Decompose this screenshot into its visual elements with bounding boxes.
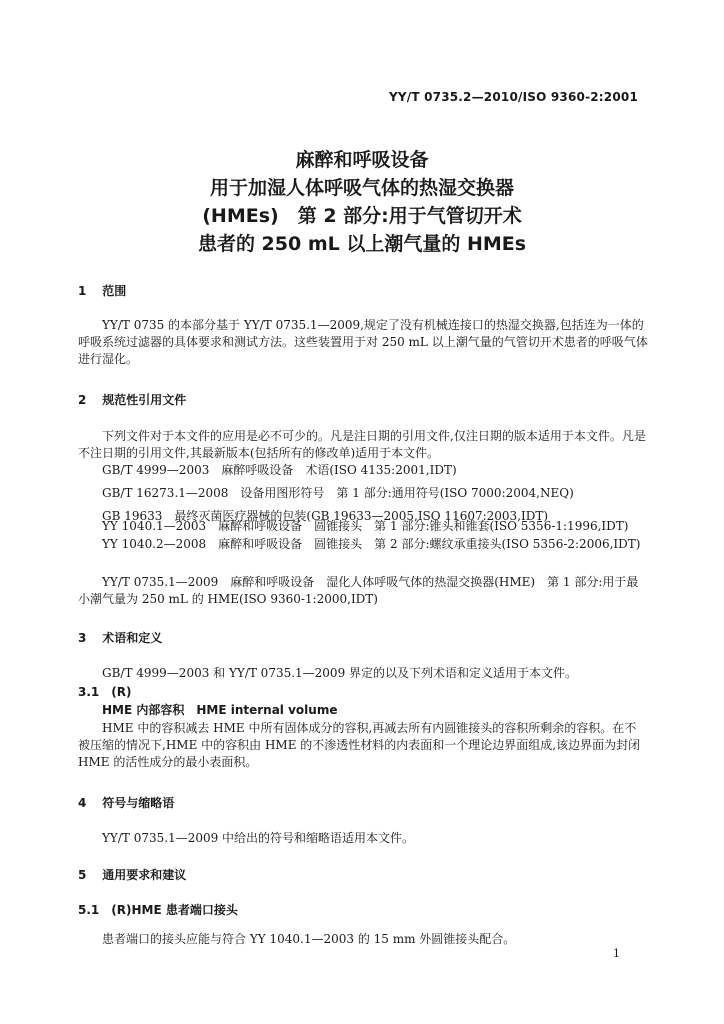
page-number: 1 <box>613 947 620 960</box>
section-3-heading <box>78 629 162 646</box>
term-definition: HME 中的容积减去 HME 中所有固体成分的容积,再减去所有内圆锥接头的容积所剩余的容积。在不被压缩的情况下,HME 中的容积由 HME 的不渗透性材料的内表面和一个理论边界面组成,该边界面为封闭 HME 的活性成分的最小表面积。 <box>78 721 641 769</box>
title-line-4: 患者的 250 mL 以上潮气量的 HMEs <box>197 233 527 255</box>
normative-reference: YY/T 0735.1—2009 麻醉和呼吸设备 湿化人体呼吸气体的热湿交换器(HME) 第 1 部分:用于最小潮气量为 250 mL 的 HME(ISO 9360-1:2000,IDT) <box>78 575 639 606</box>
section-title: 规范性引用文件 <box>102 393 187 407</box>
section-title: 符号与缩略语 <box>102 796 175 810</box>
section-number: 5 <box>78 868 87 882</box>
section-2-heading <box>78 391 186 408</box>
section-title: 通用要求和建议 <box>102 868 187 882</box>
term-heading: HME 内部容积 HME internal volume <box>102 703 338 717</box>
subsection-3-1-number: 3.1 (R) <box>78 685 132 699</box>
subsection-5-1-heading: 5.1 (R)HME 患者端口接头 <box>78 903 238 917</box>
section-3-intro: GB/T 4999—2003 和 YY/T 0735.1—2009 界定的以及下列术语和定义适用于本文件。 <box>102 666 578 680</box>
section-number: 4 <box>78 796 87 810</box>
title-line-3: (HMEs) 第 2 部分:用于气管切开术 <box>202 205 522 227</box>
section-number: 1 <box>78 284 87 298</box>
title-line-1: 麻醉和呼吸设备 <box>295 149 429 171</box>
normative-reference: GB/T 16273.1—2008 设备用图形符号 第 1 部分:通用符号(ISO 7000:2004,NEQ) <box>102 486 574 500</box>
standard-code: YY/T 0735.2—2010/ISO 9360-2:2001 <box>388 90 638 104</box>
section-5-heading <box>78 866 186 883</box>
section-2-intro: 下列文件对于本文件的应用是必不可少的。凡是注日期的引用文件,仅注日期的版本适用于本文件。凡是不注日期的引用文件,其最新版本(包括所有的修改单)适用于本文件。 <box>78 429 646 460</box>
normative-reference: YY 1040.1—2003 麻醉和呼吸设备 圆锥接头 第 1 部分:锥头和锥套(ISO 5356-1:1996,IDT) <box>102 519 629 533</box>
section-1-heading <box>78 282 126 299</box>
document-title <box>0 146 724 258</box>
section-4-heading <box>78 794 174 811</box>
section-number: 3 <box>78 631 87 645</box>
section-1-text: YY/T 0735 的本部分基于 YY/T 0735.1—2009,规定了没有机械连接口的热湿交换器,包括连为一体的呼吸系统过滤器的具体要求和测试方法。这些装置用于对 250 mL 以上潮气量的气管切开术患者的呼吸气体进行湿化。 <box>78 318 648 366</box>
section-4-text: YY/T 0735.1—2009 中给出的符号和缩略语适用本文件。 <box>102 831 415 845</box>
section-number: 2 <box>78 393 87 407</box>
normative-reference: GB 19633 最终灭菌医疗器械的包装(GB 19633—2005,ISO 11607:2003,IDT) <box>102 509 549 523</box>
normative-reference: GB/T 4999—2003 麻醉呼吸设备 术语(ISO 4135:2001,IDT) <box>102 463 457 477</box>
section-title: 范围 <box>102 284 127 298</box>
section-title: 术语和定义 <box>102 631 163 645</box>
title-line-2: 用于加湿人体呼吸气体的热湿交换器 <box>209 177 514 199</box>
section-5-text: 患者端口的接头应能与符合 YY 1040.1—2003 的 15 mm 外圆锥接头配合。 <box>102 932 516 946</box>
normative-reference: YY 1040.2—2008 麻醉和呼吸设备 圆锥接头 第 2 部分:螺纹承重接头(ISO 5356-2:2006,IDT) <box>102 537 641 551</box>
